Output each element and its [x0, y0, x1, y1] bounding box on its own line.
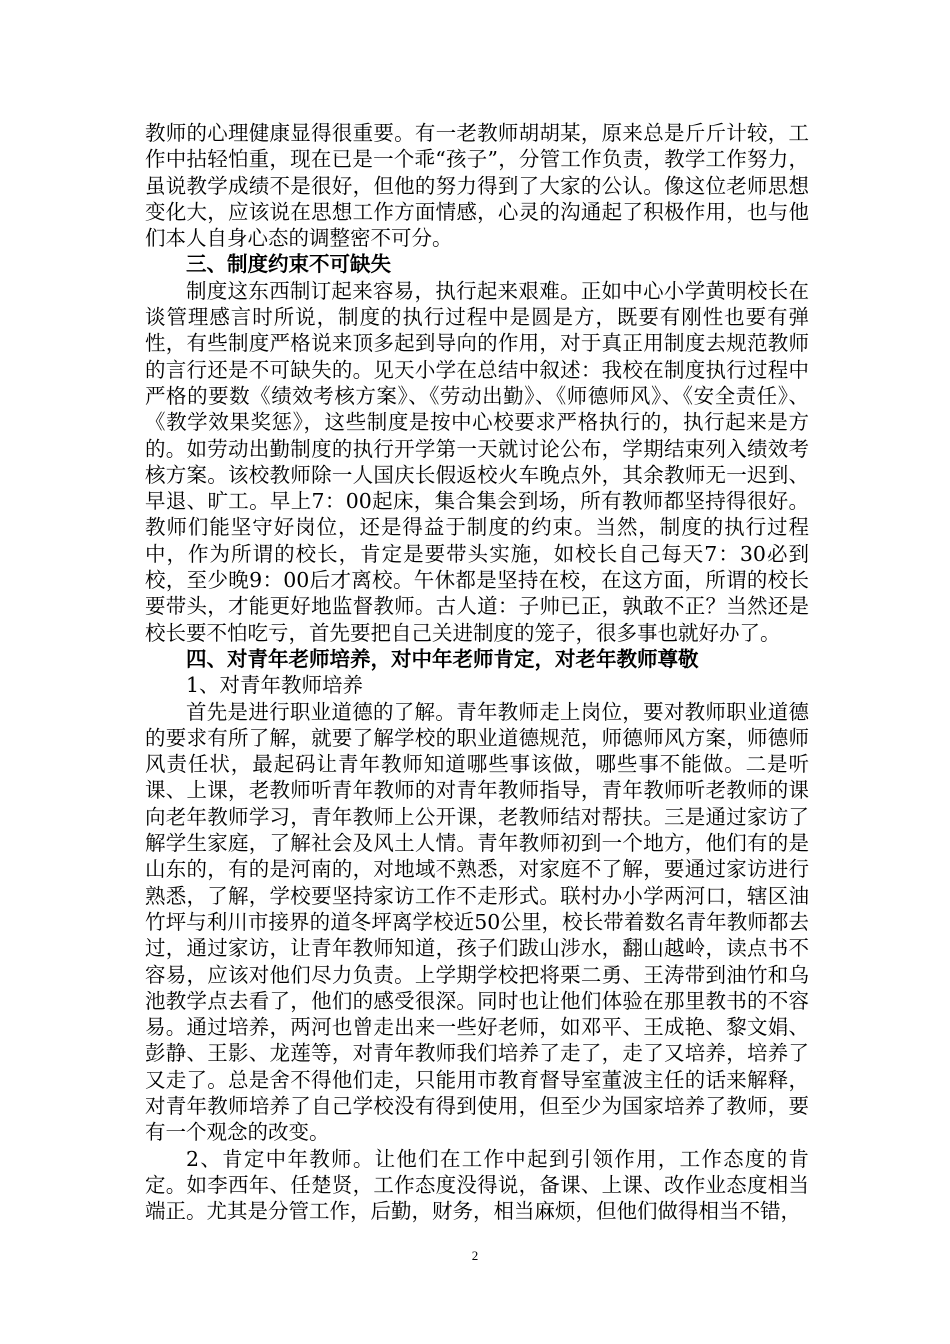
paragraph-young-teachers: 首先是进行职业道德的了解。青年教师走上岗位，要对教师职业道德的要求有所了解，就要了解学校的职业道德规范，师德师风方案，师德师风责任状，最起码让青年教师知道哪些事该做，哪些事不能做。二是听课、上课，老教师听青年教师的对青年教师指导，青年教师听老教师的课向老年教师学习，青年教师上公开课，老教师结对帮扶。三是通过家访了解学生家庭，了解社会及风土人情。青年教师初到一个地方，他们有的是山东的，有的是河南的，对地域不熟悉，对家庭不了解，要通过家访进行熟悉，了解，学校要坚持家访工作不走形式。联村办小学两河口，辖区油竹坪与利川市接界的道冬坪离学校近50公里，校长带着数名青年教师都去过，通过家访，让青年教师知道，孩子们跋山涉水，翻山越岭，读点书不容易，应该对他们尽力负责。上学期学校把将栗二勇、王涛带到油竹和乌池教学点去看了，他们的感受很深。同时也让他们体验在那里教书的不容易。通过培养，两河也曾走出来一些好老师，如邓平、王成艳、黎文娟、彭静、王影、龙莲等，对青年教师我们培养了走了，走了又培养，培养了又走了。总是舍不得他们走，只能用市教育督导室董波主任的话来解释，对青年教师培养了自己学校没有得到使用，但至少为国家培养了教师，要有一个观念的改变。 [145, 699, 809, 1145]
page-number: 2 [471, 1248, 479, 1263]
paragraph-system-constraints: 制度这东西制订起来容易，执行起来艰难。正如中心小学黄明校长在谈管理感言时所说，制度的执行过程中是圆是方，既要有刚性也要有弹性，有些制度严格说来顶多起到导向的作用，对于真正用制度去规范教师的言行还是不可缺失的。见天小学在总结中叙述：我校在制度执行过程中严格的要数《绩效考核方案》、《劳动出勤》、《师德师风》、《安全责任》、《教学效果奖惩》，这些制度是按中心校要求严格执行的，执行起来是方的。如劳动出勤制度的执行开学第一天就讨论公布，学期结束列入绩效考核方案。该校教师除一人国庆长假返校火车晚点外，其余教师无一迟到、早退、旷工。早上7：00起床，集合集会到场，所有教师都坚持得很好。教师们能坚守好岗位，还是得益于制度的约束。当然，制度的执行过程中，作为所谓的校长，肯定是要带头实施，如校长自己每天7：30必到校，至少晚9：00后才离校。午休都是坚持在校，在这方面，所谓的校长要带头，才能更好地监督教师。古人道：子帅已正，孰敢不正？当然还是校长要不怕吃亏，首先要把自己关进制度的笼子，很多事也就好办了。 [145, 278, 809, 645]
document-body [145, 120, 809, 1224]
subsection-heading-1: 1、对青年教师培养 [186, 673, 364, 698]
section-heading-3: 三、制度约束不可缺失 [186, 252, 391, 277]
section-heading-4: 四、对青年老师培养，对中年老师肯定，对老年教师尊敬 [186, 646, 699, 671]
paragraph-middle-aged-teachers: 2、肯定中年教师。让他们在工作中起到引领作用，工作态度的肯定。如李西年、任楚贤，工作态度没得说，备课、上课、改作业态度相当端正。尤其是分管工作，后勤，财务，相当麻烦，但他们做得相当不错， [145, 1146, 809, 1224]
paragraph-continuation: 教师的心理健康显得很重要。有一老教师胡胡某，原来总是斤斤计较，工作中拈轻怕重，现在已是一个乖“孩子”，分管工作负责，教学工作努力，虽说教学成绩不是很好，但他的努力得到了大家的公认。像这位老师思想变化大，应该说在思想工作方面情感，心灵的沟通起了积极作用，也与他们本人自身心态的调整密不可分。 [145, 121, 809, 251]
